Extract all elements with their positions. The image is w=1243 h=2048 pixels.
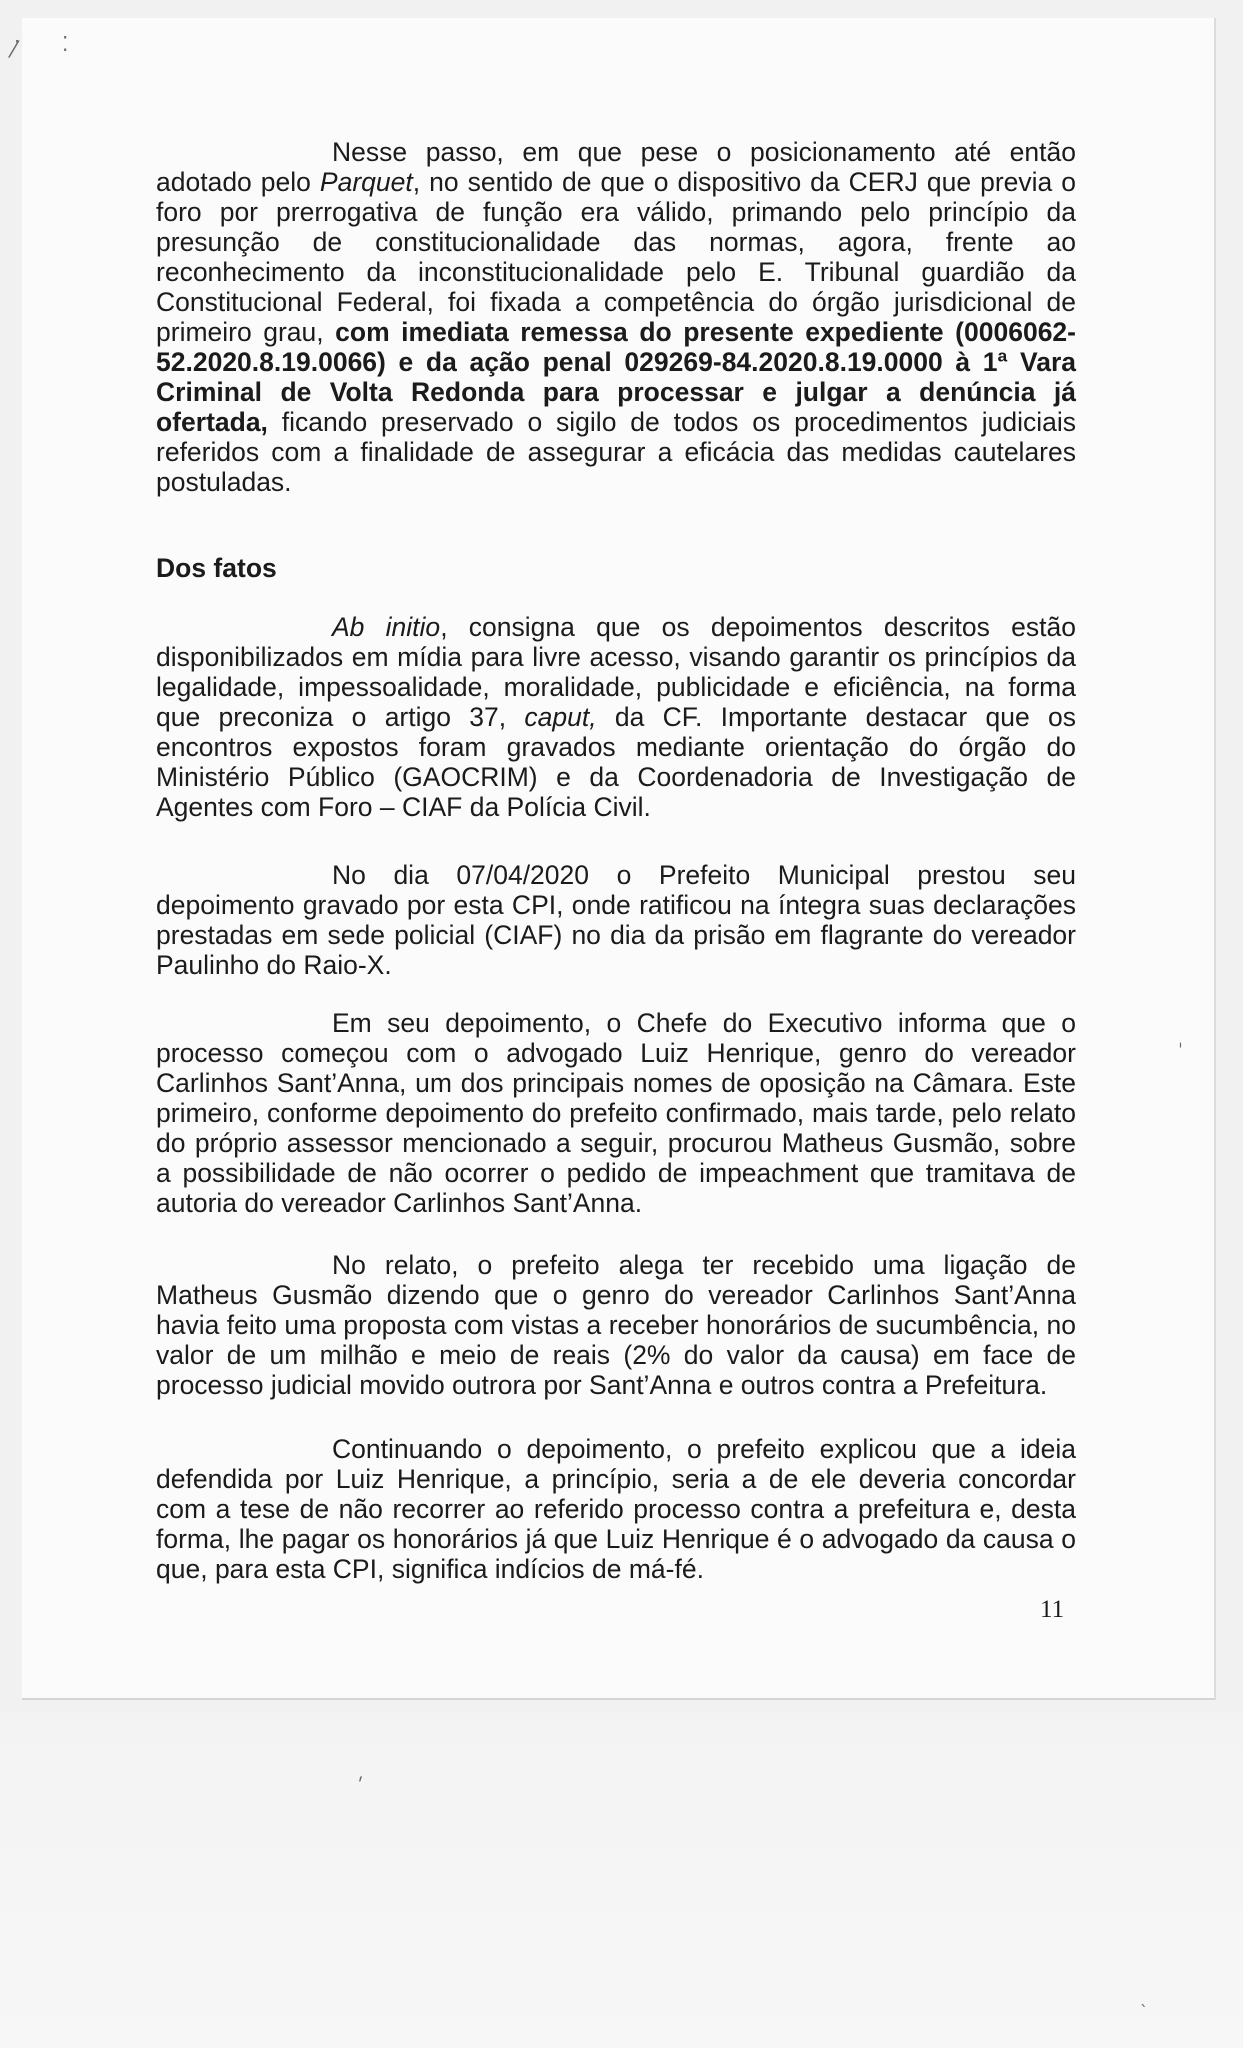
paragraph-competence: Nesse passo, em que pese o posicionamento até então adotado pelo Parquet, no sentido de que o dispositivo da CERJ que previa o foro por prerrogativa de função era válido, primando pelo princípio da presunção de constitucionalidade das normas, agora, frente ao reconhecimento da inconstitucionalidade pelo E. Tribunal guardião da Constitucional Federal, foi fixada a competência do órgão jurisdicional de primeiro grau, com imediata remessa do presente expediente (0006062-52.2020.8.19.0066) e da ação penal 029269-84.2020.8.19.0000 à 1ª Vara Criminal de Volta Redonda para processar e julgar a denúncia já ofertada, ficando preservado o sigilo de todos os procedimentos judiciais referidos com a finalidade de assegurar a eficácia das medidas cautelares postuladas. xyxy=(156,137,1076,497)
paragraph-continuation: Continuando o depoimento, o prefeito explicou que a ideia defendida por Luiz Henrique, a princípio, seria a de ele deveria concordar com a tese de não recorrer ao referido processo contra a prefeitura e, desta forma, lhe pagar os honorários já que Luiz Henrique é o advogado da causa o que, para esta CPI, significa indícios de má-fé. xyxy=(156,1434,1076,1584)
scan-margin-area xyxy=(0,1712,1243,2048)
scan-speck: ˏ xyxy=(345,1756,366,1785)
section-heading: Dos fatos xyxy=(156,553,277,583)
scan-speck: ⁄ ̇ xyxy=(12,38,23,63)
paragraph-executive-testimony: Em seu depoimento, o Chefe do Executivo informa que o processo começou com o advogado Luiz Henrique, genro do vereador Carlinhos Sant’Anna, um dos principais nomes de oposição na Câmara. Este primeiro, conforme depoimento do prefeito confirmado, mais tarde, pelo relato do próprio assessor mencionado a seguir, procurou Matheus Gusmão, sobre a possibilidade de não ocorrer o pedido de impeachment que tramitava de autoria do vereador Carlinhos Sant’Anna. xyxy=(156,1008,1076,1218)
paragraph-testimony-date: No dia 07/04/2020 o Prefeito Municipal prestou seu depoimento gravado por esta CPI, onde ratificou na íntegra suas declarações prestadas em sede policial (CIAF) no dia da prisão em flagrante do vereador Paulinho do Raio-X. xyxy=(156,860,1076,980)
paragraph-phone-call: No relato, o prefeito alega ter recebido uma ligação de Matheus Gusmão dizendo que o genro do vereador Carlinhos Sant’Anna havia feito uma proposta com vistas a receber honorários de sucumbência, no valor de um milhão e meio de reais (2% do valor da causa) em face de processo judicial movido outrora por Sant’Anna e outros contra a Prefeitura. xyxy=(156,1250,1076,1400)
scan-speck: ˈ xyxy=(1178,1040,1183,1061)
paragraph-ab-initio: Ab initio, consigna que os depoimentos descritos estão disponibilizados em mídia para livre acesso, visando garantir os princípios da legalidade, impessoalidade, moralidade, publicidade e eficiência, na forma que preconiza o artigo 37, caput, da CF. Importante destacar que os encontros expostos foram gravados mediante orientação do órgão do Ministério Público (GAOCRIM) e da Coordenadoria de Investigação de Agentes com Foro – CIAF da Polícia Civil. xyxy=(156,612,1077,822)
page-number: 11 xyxy=(1040,1596,1065,1623)
scan-speck: ⁚ xyxy=(62,32,69,56)
scan-speck: ˋ xyxy=(1140,2002,1148,2021)
